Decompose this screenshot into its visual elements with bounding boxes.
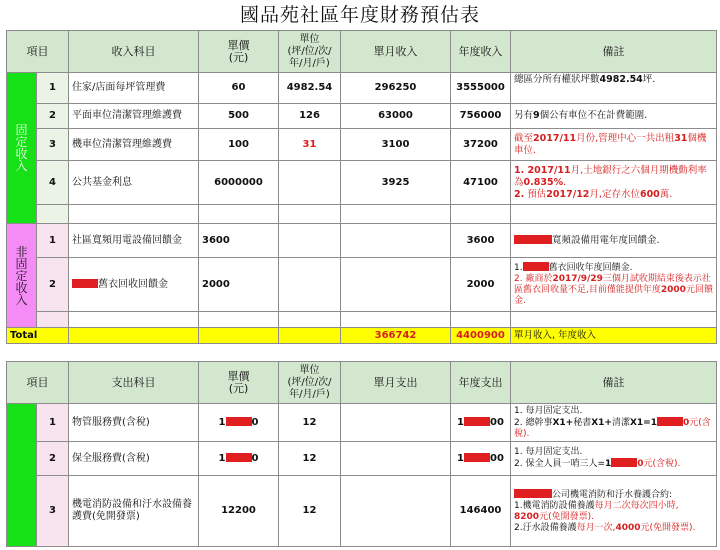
expense-row	[7, 476, 717, 547]
header-subject: 收入科目	[69, 31, 199, 73]
annual-income: 2000	[451, 258, 511, 312]
income-row	[7, 73, 717, 104]
redaction-block	[514, 489, 552, 498]
header-monthly: 單月支出	[341, 362, 451, 404]
row-number: 1	[37, 404, 69, 442]
annual-income: 47100	[451, 161, 511, 205]
annual-expense: 1 00	[451, 404, 511, 442]
unit: 126	[279, 104, 341, 129]
annual-income: 3600	[451, 224, 511, 258]
redaction-block	[523, 262, 549, 271]
income-row	[7, 104, 717, 129]
expense-header-row	[7, 362, 717, 404]
subject: 物管服務費(含稅)	[69, 404, 199, 442]
annual-income: 3555000	[451, 73, 511, 104]
unit: 31	[279, 129, 341, 161]
unit-price: 12200	[199, 476, 279, 547]
row-number: 1	[37, 73, 69, 104]
total-monthly: 366742	[341, 328, 451, 344]
header-unit: 單位 (坪/位/次/年/月/戶)	[279, 31, 341, 73]
subject: 平面車位清潔管理維護費	[69, 104, 199, 129]
row-number: 2	[37, 442, 69, 476]
header-annual: 年度支出	[451, 362, 511, 404]
row-number: 3	[37, 476, 69, 547]
redaction-block	[226, 453, 252, 462]
expense-row	[7, 442, 717, 476]
unit: 12	[279, 476, 341, 547]
monthly-income: 3100	[341, 129, 451, 161]
remark: 1. 2017/11月,土地銀行之六個月期機動利率為0.835%. 2. 預估2017/12月,定存水位600萬.	[511, 161, 717, 205]
row-number: 2	[37, 258, 69, 312]
income-row	[7, 161, 717, 205]
unit: 12	[279, 442, 341, 476]
subject: 機電消防設備和汙水設備養護費(免開發票)	[69, 476, 199, 547]
redaction-block	[514, 235, 552, 244]
row-number: 1	[37, 224, 69, 258]
monthly-income: 3925	[341, 161, 451, 205]
remark: 1. 每月固定支出. 2. 總幹事X1+秘書X1+清潔X1=1 0元(含稅).	[511, 404, 717, 442]
annual-expense: 1 00	[451, 442, 511, 476]
unit-price: 3600	[199, 224, 279, 258]
header-item: 項目	[7, 362, 69, 404]
category-expense	[7, 404, 37, 547]
subject: 住家/店面每坪管理費	[69, 73, 199, 104]
unit-price: 6000000	[199, 161, 279, 205]
subject: 社區寬頻用電設備回饋金	[69, 224, 199, 258]
unit: 4982.54	[279, 73, 341, 104]
remark: 另有9個公有車位不在計費範圍.	[511, 104, 717, 129]
row-number: 2	[37, 104, 69, 129]
remark: 總區分所有權狀坪數4982.54坪.	[511, 73, 717, 104]
income-header-row	[7, 31, 717, 73]
total-remark: 單月收入, 年度收入	[511, 328, 717, 344]
subject: 保全服務費(含稅)	[69, 442, 199, 476]
income-table	[6, 30, 717, 344]
page-title: 國品苑社區年度財務預估表	[239, 4, 480, 26]
remark: 公司機電消防和汙水養護合約: 1.機電消防設備養護每月二次每次四小時, 8200元(免開發票). 2.汙水設備養護每月一次,4000元(免開發票).	[511, 476, 717, 547]
remark: 截至2017/11月份,管理中心一共出租31個機車位.	[511, 129, 717, 161]
remark: 寬頻設備用電年度回饋金.	[511, 224, 717, 258]
annual-expense: 146400	[451, 476, 511, 547]
remark: 1. 每月固定支出. 2. 保全人員一哨三人=1 0元(含稅).	[511, 442, 717, 476]
subject: 公共基金利息	[69, 161, 199, 205]
row-number: 4	[37, 161, 69, 205]
header-unit-price: 單價 (元)	[199, 31, 279, 73]
header-monthly: 單月收入	[341, 31, 451, 73]
header-remarks: 備註	[511, 362, 717, 404]
total-row	[7, 328, 717, 344]
income-row	[7, 224, 717, 258]
category-nonfixed-income: 非 固 定 收 入	[7, 224, 37, 328]
expense-table	[6, 361, 717, 547]
total-label: Total	[7, 328, 69, 344]
unit-price: 100	[199, 129, 279, 161]
unit-price: 1 0	[199, 442, 279, 476]
remark: 1. 舊衣回收年度回饋金. 2. 廠商於2017/9/29三個月試收期結束後表示社區舊衣回收量不足,目前僅能提供年度2000元回饋金.	[511, 258, 717, 312]
subject: 舊衣回收回饋金	[69, 258, 199, 312]
income-spacer-row	[7, 205, 717, 224]
income-row	[7, 129, 717, 161]
header-unit-price: 單價 (元)	[199, 362, 279, 404]
unit	[279, 161, 341, 205]
expense-row	[7, 404, 717, 442]
header-annual: 年度收入	[451, 31, 511, 73]
category-fixed-income: 固 定 收 入	[7, 73, 37, 224]
redaction-block	[464, 417, 490, 426]
unit-price: 60	[199, 73, 279, 104]
unit-price: 500	[199, 104, 279, 129]
header-remarks: 備註	[511, 31, 717, 73]
header-subject: 支出科目	[69, 362, 199, 404]
redaction-block	[226, 417, 252, 426]
total-annual: 4400900	[451, 328, 511, 344]
header-unit: 單位 (坪/位/次/年/月/戶)	[279, 362, 341, 404]
annual-income: 37200	[451, 129, 511, 161]
income-spacer-row	[7, 312, 717, 328]
annual-income: 756000	[451, 104, 511, 129]
unit-price: 2000	[199, 258, 279, 312]
row-number: 3	[37, 129, 69, 161]
redaction-block	[611, 458, 637, 467]
subject: 機車位清潔管理維護費	[69, 129, 199, 161]
redaction-block	[464, 453, 490, 462]
redaction-block	[72, 279, 98, 288]
unit: 12	[279, 404, 341, 442]
header-item: 項目	[7, 31, 69, 73]
monthly-income: 63000	[341, 104, 451, 129]
monthly-income: 296250	[341, 73, 451, 104]
unit-price: 1 0	[199, 404, 279, 442]
redaction-block	[657, 417, 683, 426]
income-row	[7, 258, 717, 312]
